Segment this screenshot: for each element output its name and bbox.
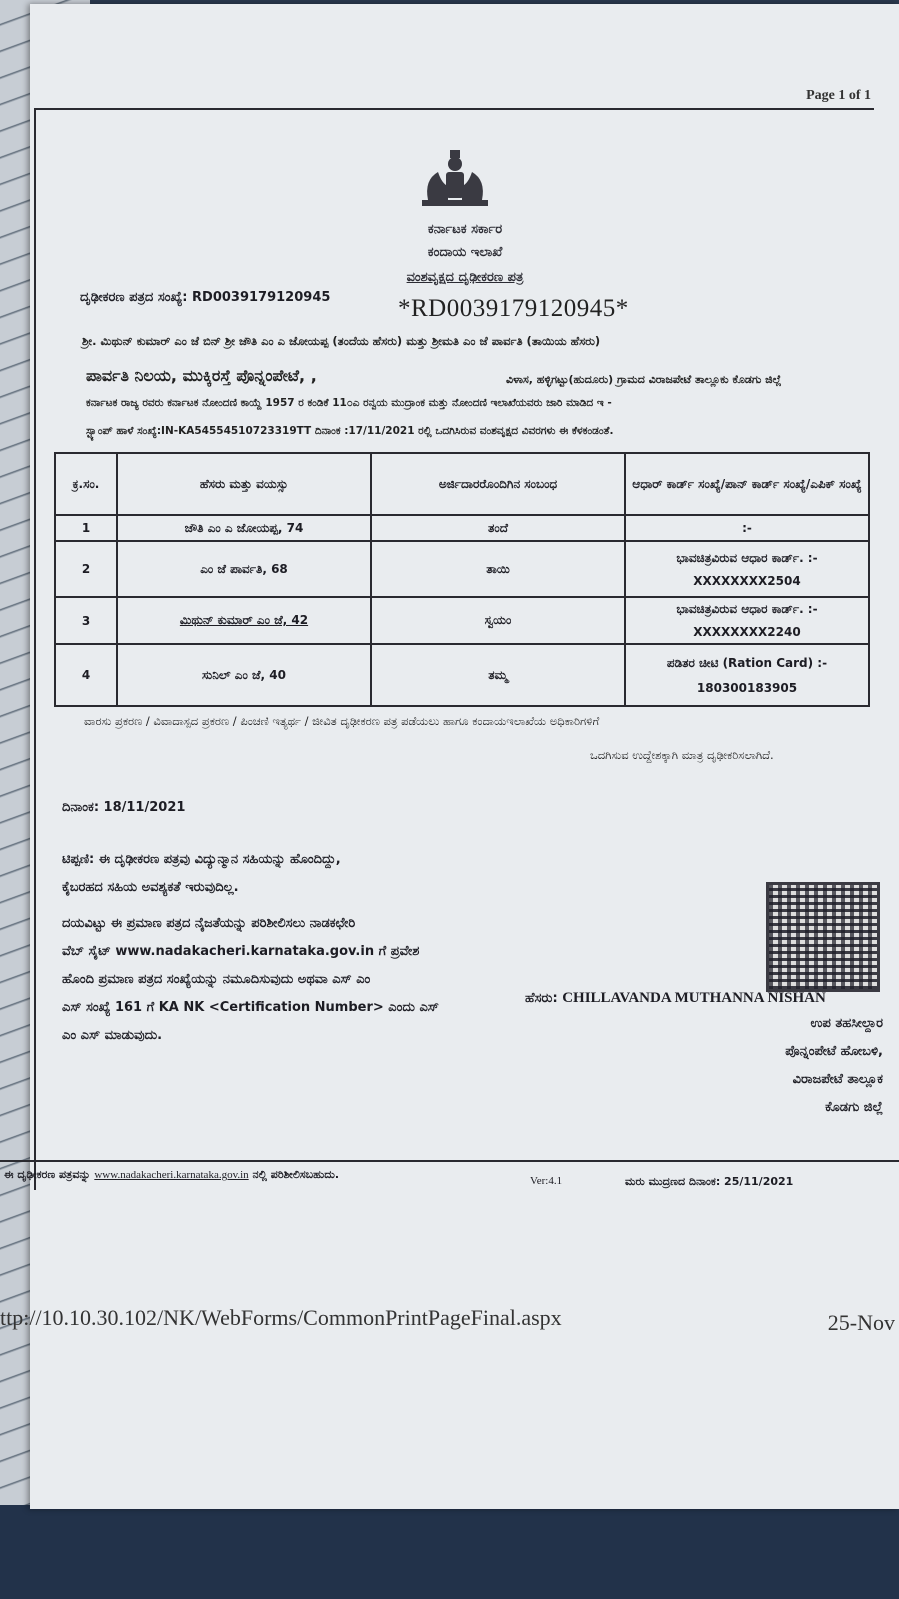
row-sl: 1 (55, 515, 117, 541)
row-name: ಸುನಿಲ್ ಎಂ ಜೆ, 40 (117, 644, 371, 706)
note-line: ಟಿಪ್ಪಣಿ: ಈ ದೃಢೀಕರಣ ಪತ್ರವು ವಿದ್ಯುನ್ಮಾನ ಸಹಿಯನ್ನು ಹೊಂದಿದ್ದು, (62, 852, 341, 867)
print-url: ttp://10.10.30.102/NK/WebForms/CommonPrintPageFinal.aspx (0, 1305, 562, 1330)
signatory-hobli: ಪೊನ್ನಂಪೇಟೆ ಹೋಬಳಿ, (785, 1044, 883, 1059)
qr-code-icon (766, 882, 880, 992)
state-emblem-icon (420, 150, 490, 208)
note-line: ಕೈಬರಹದ ಸಹಿಯ ಅವಶ್ಯಕತೆ ಇರುವುದಿಲ್ಲ. (62, 880, 239, 895)
print-date: 25-Nov (827, 1310, 895, 1335)
row-sl: 4 (55, 644, 117, 706)
row-sl: 3 (55, 597, 117, 644)
row-id-line1: ಭಾವಚಿತ್ರವಿರುವ ಆಧಾರ ಕಾರ್ಡ್. :- (676, 550, 818, 565)
note-line: ಎಂ ಎಸ್ ಮಾಡುವುದು. (62, 1028, 163, 1043)
intro-line-1: ಶ್ರೀ. ಮಿಥುನ್ ಕುಮಾರ್ ಎಂ ಜೆ ಬಿನ್ ಶ್ರೀ ಜೌತಿ ಎಂ ಎ ಜೋಯಪ್ಪ (ತಂದೆಯ ಹೆಸರು) ಮತ್ತು ಶ್ರೀಮತಿ ಎಂ ಜೆ ಪಾರ್ವತಿ (ತಾಯಿಯ ಹೆಸರು) (82, 334, 601, 348)
table-row (55, 515, 869, 541)
table-surface (0, 1505, 899, 1599)
intro-line-3: ಕರ್ನಾಟಕ ರಾಜ್ಯ ರವರು ಕರ್ನಾಟಕ ನೋಂದಣಿ ಕಾಯ್ದೆ 1957 ರ ಕಂಡಿಕೆ 11೦ಎ ರನ್ವಯ ಮುದ್ರಾಂಕ ಮತ್ತು ನೋಂದಣಿ ಇಲಾಖೆಯವರು ಜಾರಿ ಮಾಡಿದ ಇ - (86, 397, 612, 409)
row-id-line1: ಪಡಿತರ ಚೀಟಿ (Ration Card) :- (666, 655, 828, 670)
note-line: ವೆಬ್ ಸೈಟ್ www.nadakacheri.karnataka.gov.in ಗೆ ಪ್ರವೇಶ (62, 944, 420, 959)
row-name: ಜೌತಿ ಎಂ ಎ ಜೋಯಪ್ಪ, 74 (117, 515, 371, 541)
footer-verify-prefix: ಈ ದೃಢೀಕರಣ ಪತ್ರವನ್ನು (4, 1168, 91, 1181)
government-title: ಕರ್ನಾಟಕ ಸರ್ಕಾರ (427, 222, 503, 237)
footer-verify (4, 1168, 339, 1182)
row-sl: 2 (55, 541, 117, 597)
signatory-district: ಕೊಡಗು ಜಿಲ್ಲೆ (825, 1100, 883, 1115)
row-relation: ತಾಯಿ (371, 541, 625, 597)
intro-line-2: ಪಾರ್ವತಿ ನಿಲಯ, ಮುಕ್ಕಿರಸ್ತೆ ಪೊನ್ನಂಪೇಟೆ, , (86, 366, 317, 385)
table-row (55, 644, 869, 706)
certificate-barcode-text: *RD0039179120945* (398, 295, 629, 322)
table-row (55, 597, 869, 644)
signatory-designation: ಉಪ ತಹಸೀಲ್ದಾರ (810, 1016, 883, 1031)
row-relation: ತಮ್ಮ (371, 644, 625, 706)
family-members-table (54, 452, 870, 707)
row-id-line1: ಭಾವಚಿತ್ರವಿರುವ ಆಧಾರ ಕಾರ್ಡ್. :- (676, 602, 818, 616)
signatory-name (525, 990, 826, 1007)
department-title: ಕಂದಾಯ ಇಲಾಖೆ (427, 245, 503, 260)
row-id-line2: XXXXXXXX2240 (693, 625, 801, 639)
row-id-line1: :- (742, 521, 752, 535)
table-header-row (55, 453, 869, 515)
page-number: Page 1 of 1 (806, 88, 871, 103)
row-id-line2: XXXXXXXX2504 (693, 573, 801, 588)
col-header-sl: ಕ್ರ.ಸಂ. (55, 453, 117, 515)
intro-line-4: ಸ್ಟ್ಯಾಂಪ್ ಹಾಳೆ ಸಂಖ್ಯೆ:IN-KA54554510723319TT ದಿನಾಂಕ :17/11/2021 ರಲ್ಲಿ ಒದಗಿಸಿರುವ ವಂಶವೃಕ್ಷದ ವಿವರಗಳು ಈ ಕೆಳಕಂಡಂತೆ. (86, 425, 614, 437)
issue-date: ದಿನಾಂಕ: 18/11/2021 (62, 800, 186, 815)
row-name: ಮಿಥುನ್ ಕುಮಾರ್ ಎಂ ಜೆ, 42 (117, 597, 371, 644)
row-id-line2: 180300183905 (696, 680, 798, 695)
footer-divider (0, 1160, 899, 1162)
signatory-taluk: ವಿರಾಜಪೇಟೆ ತಾಲ್ಲೂಕ (792, 1072, 883, 1087)
row-id (625, 541, 869, 597)
signatory-name-value: CHILLAVANDA MUTHANNA NISHAN (562, 990, 826, 1006)
purpose-line-1: ವಾರಸು ಪ್ರಕರಣ / ವಿವಾದಾಸ್ಪದ ಪ್ರಕರಣ / ಪಿಂಚಣಿ ಇತ್ಯರ್ಥ / ಜೀವಿತ ದೃಢೀಕರಣ ಪತ್ರ ಪಡೆಯಲು ಹಾಗೂ ಕಂದಾಯಇಲಾಖೆಯ ಅಧಿಕಾರಿಗಳಿಗೆ (84, 714, 600, 728)
note-line: ಎಸ್ ಸಂಖ್ಯೆ 161 ಗೆ KA NK <Certification Number> ಎಂದು ಎಸ್ (62, 1000, 439, 1015)
col-header-id: ಆಧಾರ್ ಕಾರ್ಡ್ ಸಂಖ್ಯೆ/ಪಾನ್ ಕಾರ್ಡ್ ಸಂಖ್ಯೆ/ಎಪಿಕ್ ಸಂಖ್ಯೆ (625, 453, 869, 515)
row-id (625, 644, 869, 706)
row-id (625, 597, 869, 644)
col-header-name: ಹೆಸರು ಮತ್ತು ವಯಸ್ಸು (117, 453, 371, 515)
note-line: ಹೊಂದಿ ಪ್ರಮಾಣ ಪತ್ರದ ಸಂಖ್ಯೆಯನ್ನು ನಮೂದಿಸುವುದು ಅಥವಾ ಎಸ್ ಎಂ (62, 972, 371, 987)
footer-verify-suffix: ನಲ್ಲಿ ಪರಿಶೀಲಿಸಬಹುದು. (252, 1168, 340, 1181)
row-relation: ಸ್ವಯಂ (371, 597, 625, 644)
purpose-line-2: ಒದಗಿಸುವ ಉದ್ದೇಶಕ್ಕಾಗಿ ಮಾತ್ರ ದೃಢೀಕರಿಸಲಾಗಿದೆ. (590, 748, 774, 762)
footer-reprint-date: ಮರು ಮುದ್ರಣದ ದಿನಾಂಕ: 25/11/2021 (625, 1175, 794, 1188)
footer-verify-link[interactable]: www.nadakacheri.karnataka.gov.in (94, 1169, 249, 1181)
certificate-number: ದೃಢೀಕರಣ ಪತ್ರದ ಸಂಖ್ಯೆ: RD0039179120945 (80, 290, 331, 305)
footer-version: Ver:4.1 (530, 1175, 563, 1187)
row-id (625, 515, 869, 541)
intro-line-2b: ವಿಳಾಸ, ಹಳ್ಳಿಗಟ್ಟು(ಹುದೂರು) ಗ್ರಾಮದ ವಿರಾಜಪೇಟೆ ತಾಲ್ಲೂಕು ಕೊಡಗು ಜಿಲ್ಲೆ (506, 373, 782, 386)
col-header-relation: ಅರ್ಜಿದಾರರೊಂದಿಗಿನ ಸಂಬಂಧ (371, 453, 625, 515)
row-relation: ತಂದೆ (371, 515, 625, 541)
note-line: ದಯವಿಟ್ಟು ಈ ಪ್ರಮಾಣ ಪತ್ರದ ನೈಜತೆಯನ್ನು ಪರಿಶೀಲಿಸಲು ನಾಡಕಛೇರಿ (62, 916, 356, 931)
certificate-title: ವಂಶವೃಕ್ಷದ ದೃಢೀಕರಣ ಪತ್ರ (406, 270, 524, 285)
table-row (55, 541, 869, 597)
row-name: ಎಂ ಜೆ ಪಾರ್ವತಿ, 68 (117, 541, 371, 597)
signatory-name-label: ಹೆಸರು: (525, 991, 558, 1006)
